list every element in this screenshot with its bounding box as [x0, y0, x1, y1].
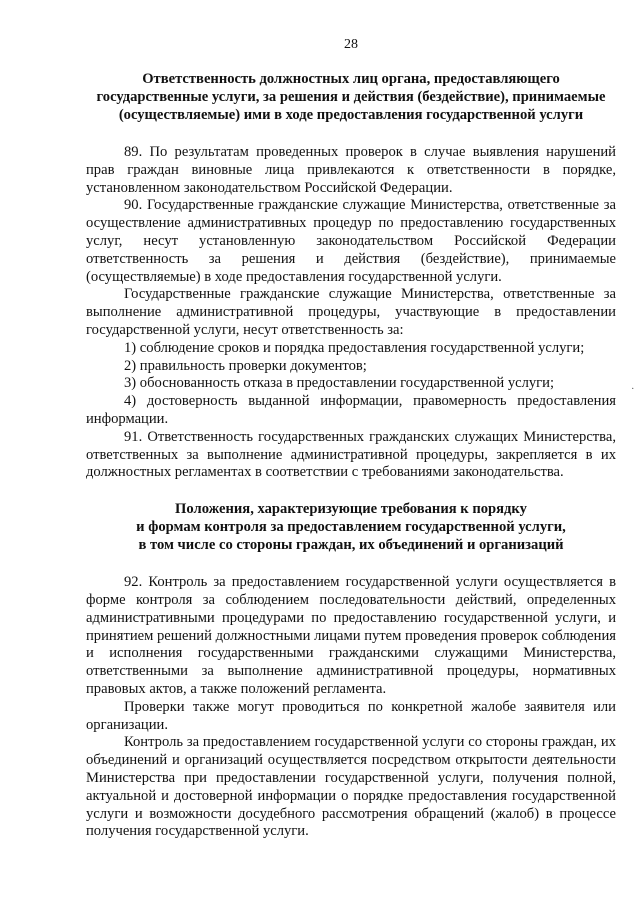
list-item: 2) правильность проверки документов;	[124, 357, 367, 374]
paragraph-90-continued: Государственные гражданские служащие Министерства, ответственные за выполнение административной процедуры, участвующие в предоставлении государственной услуги, несут ответственность за:	[86, 286, 616, 338]
list-item: 3) обоснованность отказа в предоставлении государственной услуги;	[124, 375, 555, 392]
heading-line: государственные услуги, за решения и действия (бездействие), принимаемые	[96, 89, 606, 105]
heading-line: (осуществляемые) ими в ходе предоставления государственной услуги	[118, 107, 584, 123]
paragraph-90: 90. Государственные гражданские служащие Министерства, ответственные за осуществление административных процедур по предоставлению государственных услуг, несут установленную законодательством Российской Федерации ответственность за решения и действия (бездействие), принимаемые (осуществляемые) в ходе предоставления государственной услуги.	[86, 197, 616, 285]
paragraph-92-public-control: Контроль за предоставлением государственной услуги со стороны граждан, их объединений и организаций осуществляется посредством открытости деятельности Министерства при предоставлении государственной услуги, получения полной, актуальной и достоверной информации о порядке предоставления государственной услуги и возможности досудебного рассмотрения обращений (жалоб) в процессе получения государственной услуги.	[86, 734, 616, 840]
margin-mark: .	[631, 381, 634, 392]
list-item-4: 4) достоверность выданной информации, правомерность предоставления информации.	[86, 393, 616, 427]
section-heading-responsibility	[86, 70, 616, 124]
paragraph-91: 91. Ответственность государственных гражданских служащих Министерства, ответственных за выполнение административной процедуры, закрепляется в их должностных регламентах в соответствии с требованиями законодательства.	[86, 428, 616, 481]
paragraph-92: 92. Контроль за предоставлением государственной услуги осуществляется в форме контроля за соблюдением последовательности действий, определенных административными процедурами по предоставлению государственной услуги, и принятием решений должностными лицами путем проведения проверок соблюдения и исполнения государственными гражданскими служащими Министерства, ответственными за выполнение административной процедуры, нормативных правовых актов, а также положений регламента.	[86, 574, 616, 697]
heading-line: и формам контроля за предоставлением государственной услуги,	[136, 519, 566, 536]
heading-line: Положения, характеризующие требования к порядку	[175, 501, 527, 518]
heading-line: в том числе со стороны граждан, их объединений и организаций	[138, 537, 564, 554]
paragraph-92-checks: Проверки также могут проводиться по конкретной жалобе заявителя или организации.	[86, 698, 616, 733]
section-heading-control	[86, 500, 616, 554]
heading-line: Ответственность должностных лиц органа, предоставляющего	[142, 71, 560, 87]
paragraph-89: 89. По результатам проведенных проверок в случае выявления нарушений прав граждан виновные лица привлекаются к ответственности в порядке, установленном законодательством Российской Федерации.	[86, 144, 616, 196]
page-number: 28	[344, 37, 358, 52]
list-item: 1) соблюдение сроков и порядка предоставления государственной услуги;	[124, 339, 585, 356]
